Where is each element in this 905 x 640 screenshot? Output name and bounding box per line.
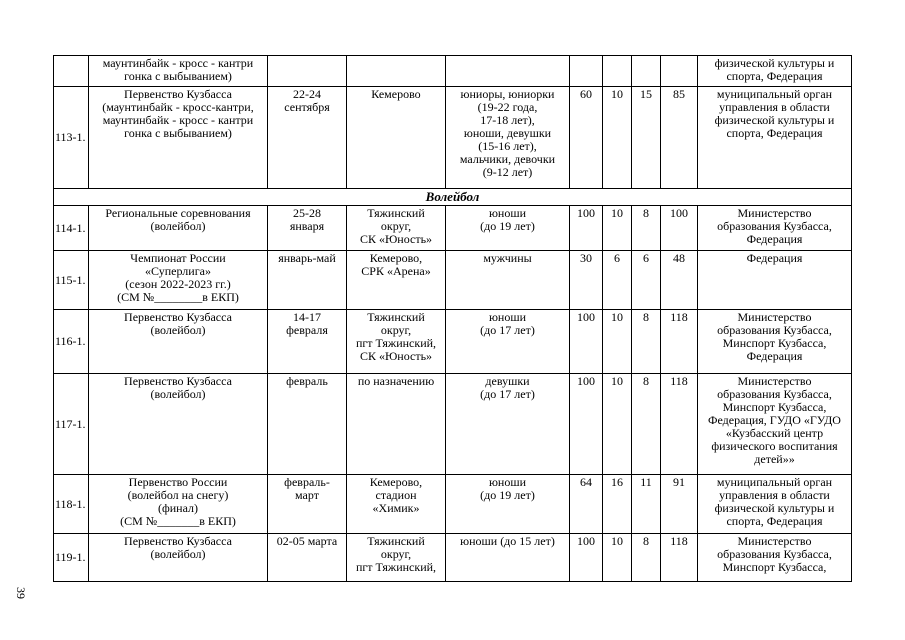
row-number-cell (54, 56, 89, 87)
table-row (54, 56, 852, 87)
participants-cell: юноши (до 19 лет) (446, 206, 570, 251)
count-participants-cell (570, 56, 603, 87)
event-dates-cell (268, 56, 347, 87)
organizer-cell: муниципальный орган управления в области физической культуры и спорта, Федерация (698, 475, 852, 534)
event-place-cell: Тяжинский округ, пгт Тяжинский, (347, 534, 446, 582)
row-number-cell: 114-1. (54, 206, 89, 251)
count-coaches-cell: 8 (632, 310, 661, 374)
count-coaches-cell: 8 (632, 534, 661, 582)
count-coaches-cell: 8 (632, 374, 661, 475)
participants-cell: девушки (до 17 лет) (446, 374, 570, 475)
page-number: 39 (14, 587, 28, 599)
table-row (54, 251, 852, 310)
count-participants-cell: 100 (570, 206, 603, 251)
table-row (54, 374, 852, 475)
row-number-cell: 119-1. (54, 534, 89, 582)
count-participants-cell: 30 (570, 251, 603, 310)
event-place-cell: Тяжинский округ, СК «Юность» (347, 206, 446, 251)
count-judges-cell (603, 56, 632, 87)
event-place-cell: по назначению (347, 374, 446, 475)
count-coaches-cell: 6 (632, 251, 661, 310)
table-row (54, 310, 852, 374)
count-judges-cell: 10 (603, 534, 632, 582)
event-dates-cell: 02-05 марта (268, 534, 347, 582)
organizer-cell: Федерация (698, 251, 852, 310)
table-row (54, 534, 852, 582)
count-participants-cell: 64 (570, 475, 603, 534)
schedule-table (53, 55, 852, 582)
organizer-cell: Министерство образования Кузбасса, Минспорт Кузбасса, Федерация, ГУДО «ГУДО «Кузбасский центр физического воспитания детей»» (698, 374, 852, 475)
organizer-cell: Министерство образования Кузбасса, Федерация (698, 206, 852, 251)
table-row (54, 475, 852, 534)
count-total-cell: 118 (661, 374, 698, 475)
organizer-cell: физической культуры и спорта, Федерация (698, 56, 852, 87)
event-dates-cell: 22-24 сентября (268, 87, 347, 189)
event-name-cell: Чемпионат России «Суперлига» (сезон 2022-2023 гг.) (СМ №________в ЕКП) (89, 251, 268, 310)
event-name-cell: Первенство Кузбасса (маунтинбайк - кросс-кантри, маунтинбайк - кросс - кантри гонка с выбыванием) (89, 87, 268, 189)
count-judges-cell: 10 (603, 87, 632, 189)
count-total-cell: 118 (661, 310, 698, 374)
count-total-cell: 100 (661, 206, 698, 251)
event-name-cell: Первенство Кузбасса (волейбол) (89, 310, 268, 374)
event-name-cell: Первенство Кузбасса (волейбол) (89, 374, 268, 475)
participants-cell (446, 56, 570, 87)
count-judges-cell: 10 (603, 206, 632, 251)
row-number-cell: 116-1. (54, 310, 89, 374)
count-total-cell: 85 (661, 87, 698, 189)
count-participants-cell: 60 (570, 87, 603, 189)
section-header-row (54, 189, 852, 206)
row-number-cell: 117-1. (54, 374, 89, 475)
count-judges-cell: 6 (603, 251, 632, 310)
count-coaches-cell: 11 (632, 475, 661, 534)
event-place-cell: Тяжинский округ, пгт Тяжинский, СК «Юность» (347, 310, 446, 374)
event-place-cell: Кемерово (347, 87, 446, 189)
participants-cell: юниоры, юниорки (19-22 года, 17-18 лет), юноши, девушки (15-16 лет), мальчики, девочки (9-12 лет) (446, 87, 570, 189)
event-place-cell: Кемерово, стадион «Химик» (347, 475, 446, 534)
count-judges-cell: 16 (603, 475, 632, 534)
count-total-cell: 118 (661, 534, 698, 582)
event-dates-cell: февраль- март (268, 475, 347, 534)
count-participants-cell: 100 (570, 374, 603, 475)
participants-cell: юноши (до 19 лет) (446, 475, 570, 534)
section-title: Волейбол (54, 189, 852, 206)
organizer-cell: Министерство образования Кузбасса, Минспорт Кузбасса, Федерация (698, 310, 852, 374)
participants-cell: юноши (до 17 лет) (446, 310, 570, 374)
count-judges-cell: 10 (603, 310, 632, 374)
event-place-cell (347, 56, 446, 87)
event-dates-cell: январь-май (268, 251, 347, 310)
table-row (54, 87, 852, 189)
participants-cell: юноши (до 15 лет) (446, 534, 570, 582)
event-name-cell: маунтинбайк - кросс - кантри гонка с выбыванием) (89, 56, 268, 87)
count-participants-cell: 100 (570, 310, 603, 374)
organizer-cell: Министерство образования Кузбасса, Минспорт Кузбасса, (698, 534, 852, 582)
count-coaches-cell: 15 (632, 87, 661, 189)
event-name-cell: Первенство Кузбасса (волейбол) (89, 534, 268, 582)
count-total-cell: 48 (661, 251, 698, 310)
row-number-cell: 113-1. (54, 87, 89, 189)
count-coaches-cell (632, 56, 661, 87)
participants-cell: мужчины (446, 251, 570, 310)
row-number-cell: 115-1. (54, 251, 89, 310)
row-number-cell: 118-1. (54, 475, 89, 534)
organizer-cell: муниципальный орган управления в области физической культуры и спорта, Федерация (698, 87, 852, 189)
count-total-cell (661, 56, 698, 87)
event-name-cell: Региональные соревнования (волейбол) (89, 206, 268, 251)
count-total-cell: 91 (661, 475, 698, 534)
event-dates-cell: 14-17 февраля (268, 310, 347, 374)
event-dates-cell: 25-28 января (268, 206, 347, 251)
count-participants-cell: 100 (570, 534, 603, 582)
event-name-cell: Первенство России (волейбол на снегу) (финал) (СМ №_______в ЕКП) (89, 475, 268, 534)
count-judges-cell: 10 (603, 374, 632, 475)
event-dates-cell: февраль (268, 374, 347, 475)
count-coaches-cell: 8 (632, 206, 661, 251)
table-row (54, 206, 852, 251)
event-place-cell: Кемерово, СРК «Арена» (347, 251, 446, 310)
